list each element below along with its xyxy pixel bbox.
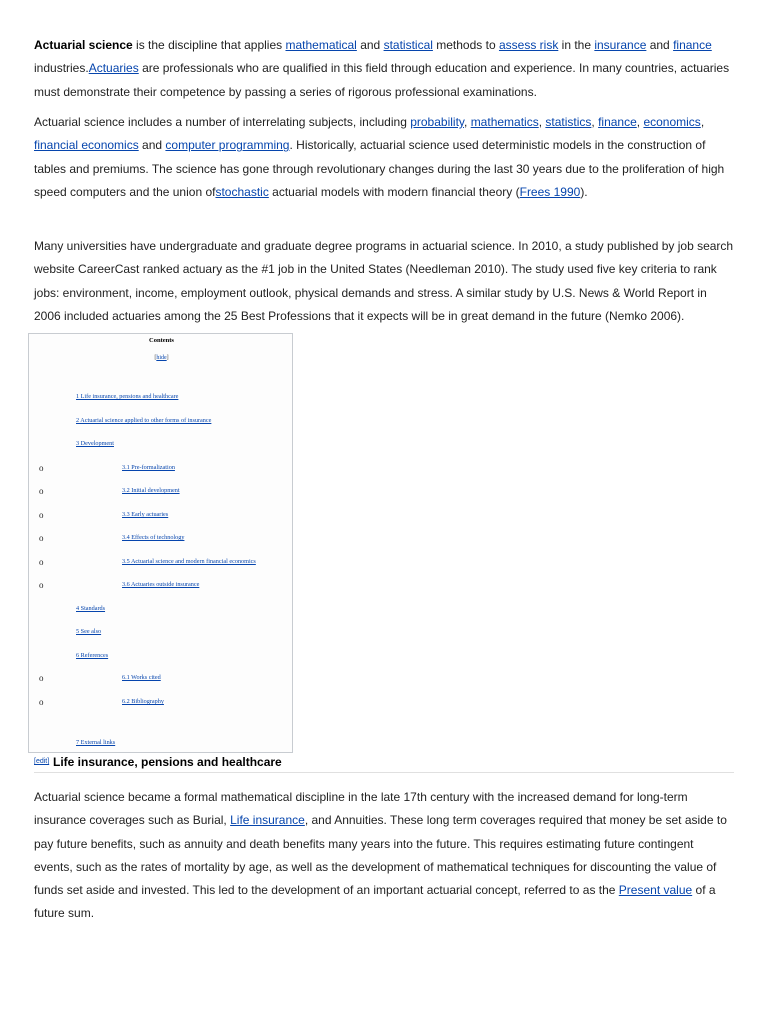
toc-bullet: o <box>39 557 44 567</box>
bracket-open: [ <box>154 355 157 361</box>
toc-item-6-1[interactable]: 6.1 Works cited <box>122 674 161 681</box>
toc-bullet: o <box>39 486 44 496</box>
text-run: Actuarial science includes a number of interrelating subjects, including <box>34 115 411 129</box>
toc-item-6-2[interactable]: 6.2 Bibliography <box>122 698 164 705</box>
toc-hide-toggle <box>29 355 294 361</box>
text-run: and <box>356 38 384 52</box>
link-mathematics[interactable]: mathematics <box>470 115 539 129</box>
text-run: , <box>538 115 546 129</box>
toc-hide-link[interactable]: hide <box>156 355 167 361</box>
text-run: . Historically, actuarial science used deterministic models in the construction of tables and premiums. The science has gone through revolutionary changes during the last 30 years due to the proliferation of high speed computers and the union of <box>34 138 725 199</box>
link-statistics[interactable]: statistics <box>545 115 592 129</box>
link-life-insurance[interactable]: Life insurance <box>230 813 305 828</box>
toc-item-3-6[interactable]: 3.6 Actuaries outside insurance <box>122 581 200 588</box>
text-run: and <box>646 38 674 52</box>
toc-bullet: o <box>39 697 44 707</box>
link-economics[interactable]: economics <box>643 115 701 129</box>
link-actuaries[interactable]: Actuaries <box>88 61 139 76</box>
toc-item-3[interactable]: 3 Development <box>76 440 114 447</box>
toc-bullet: o <box>39 580 44 590</box>
text-run: , <box>591 115 599 129</box>
section-heading-text: Life insurance, pensions and healthcare <box>53 755 282 769</box>
text-run: is the discipline that applies <box>132 38 286 52</box>
toc-item-3-5[interactable]: 3.5 Actuarial science and modern financial economics <box>122 558 256 565</box>
link-stochastic[interactable]: stochastic <box>215 184 269 199</box>
toc-item-6[interactable]: 6 References <box>76 652 109 659</box>
careers-paragraph: Many universities have undergraduate and graduate degree programs in actuarial science. In 2010, a study published by job search website CareerCast ranked actuary as the #1 job in the United States (Needleman 2010). The study used five key criteria to rank jobs: environment, income, employment outlook, physical demands and stress. A similar study by U.S. News & World Report in 2006 included actuaries among the 25 Best Professions that it expects will be in great demand in the future (Nemko 2006). <box>34 239 734 323</box>
link-present-value[interactable]: Present value <box>618 883 693 898</box>
text-run: Actuarial science became a formal mathematical discipline in the late 17th century with the increased demand for long-term insurance coverages such as Burial, <box>34 790 688 828</box>
history-paragraph <box>34 786 734 926</box>
toc-item-3-4[interactable]: 3.4 Effects of technology <box>122 534 185 541</box>
text-run: , <box>636 115 644 129</box>
link-insurance[interactable]: insurance <box>594 38 647 52</box>
text-run: are professionals who are qualified in this field through education and experience. In many countries, actuaries must demonstrate their competence by passing a series of rigorous professional examinations. <box>34 61 730 99</box>
toc-bullet: o <box>39 510 44 520</box>
text-run: , <box>700 115 705 129</box>
subjects-paragraph <box>34 111 734 204</box>
toc-bullet: o <box>39 673 44 683</box>
toc-bullet: o <box>39 533 44 543</box>
link-frees-1990[interactable]: Frees 1990 <box>519 184 581 199</box>
toc-item-2[interactable]: 2 Actuarial science applied to other forms of insurance <box>76 417 212 424</box>
toc-bullet: o <box>39 463 44 473</box>
toc-item-1[interactable]: 1 Life insurance, pensions and healthcare <box>76 393 179 400</box>
text-run: and <box>138 138 166 153</box>
link-assess-risk[interactable]: assess risk <box>498 38 559 52</box>
toc-title: Contents <box>149 337 174 344</box>
toc-item-4[interactable]: 4 Standards <box>76 605 106 612</box>
text-run: industries. <box>34 61 89 76</box>
edit-link[interactable]: [edit] <box>34 758 50 765</box>
link-probability[interactable]: probability <box>410 115 465 129</box>
link-finance[interactable]: finance <box>673 38 712 52</box>
toc-item-5[interactable]: 5 See also <box>76 628 102 635</box>
text-run: methods to <box>432 38 499 52</box>
toc-item-3-2[interactable]: 3.2 Initial development <box>122 487 180 494</box>
text-run: of a future sum. <box>34 883 716 921</box>
link-computer-programming[interactable]: computer programming <box>165 138 290 153</box>
table-of-contents <box>28 333 293 753</box>
bracket-close: ] <box>166 355 169 361</box>
text-run: , <box>464 115 471 129</box>
link-financial-economics[interactable]: financial economics <box>34 138 139 153</box>
toc-item-3-1[interactable]: 3.1 Pre-formalization <box>122 464 175 471</box>
link-finance-2[interactable]: finance <box>598 115 637 129</box>
text-run: actuarial models with modern financial theory ( <box>268 184 520 199</box>
link-statistical[interactable]: statistical <box>383 38 433 52</box>
text-run: in the <box>558 38 595 52</box>
link-mathematical[interactable]: mathematical <box>285 38 357 52</box>
intro-paragraph <box>34 34 734 104</box>
toc-item-3-3[interactable]: 3.3 Early actuaries <box>122 511 169 518</box>
text-run: , and Annuities. These long term coverages required that money be set aside to pay future benefits, such as annuity and death benefits many years into the future. This requires estimating future contingent events, such as the rates of mortality by age, as well as the development of mathematical techniques for discounting the value of funds set aside and invested. This led to the development of an important actuarial concept, referred to as the <box>34 813 727 898</box>
toc-item-7[interactable]: 7 External links <box>76 739 116 746</box>
section-heading <box>34 755 734 773</box>
term-actuarial-science: Actuarial science <box>34 38 133 52</box>
text-run: ). <box>580 184 588 199</box>
